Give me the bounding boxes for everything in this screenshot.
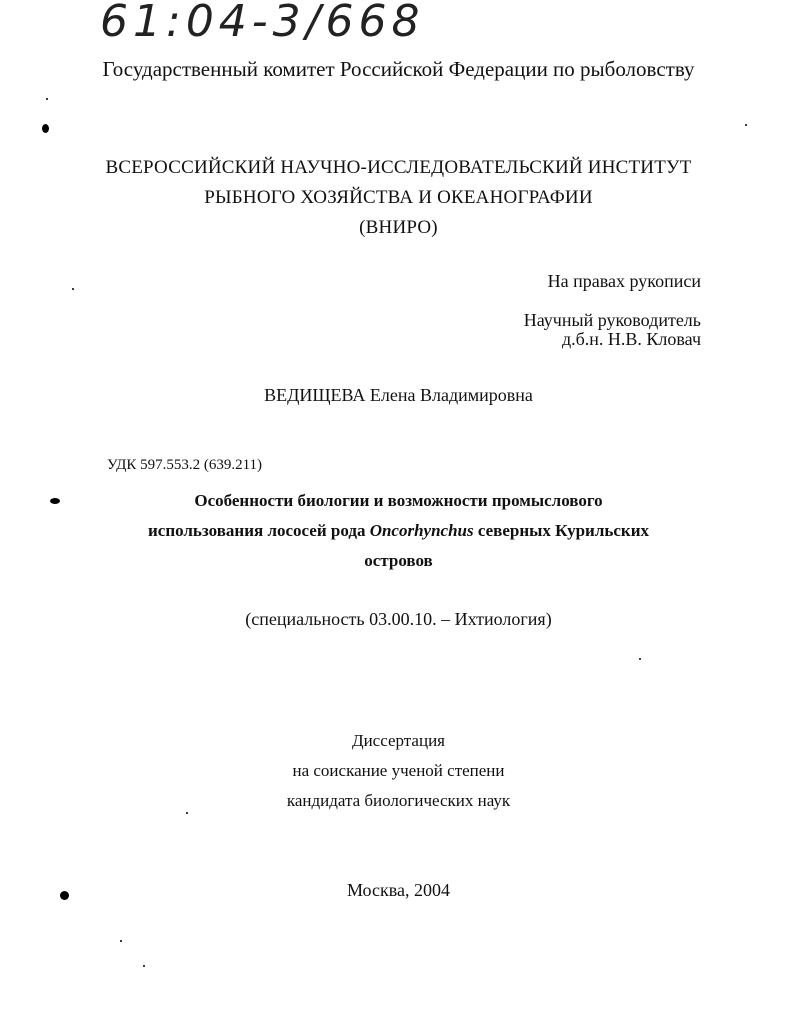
manuscript-rights: На правах рукописи: [547, 271, 701, 291]
thesis-title-line-2: [0, 521, 797, 541]
title-text-before-genus: использования лососей рода: [147, 521, 370, 540]
city-year: Москва, 2004: [347, 880, 450, 900]
committee-name: Государственный комитет Российской Федерации по рыболовству: [102, 57, 695, 81]
dissertation-line-1: Диссертация: [351, 731, 445, 750]
scan-speck: [72, 288, 74, 290]
dissertation-line-2: на соискание ученой степени: [292, 761, 505, 780]
dissertation-line-3: кандидата биологических наук: [286, 791, 511, 810]
scan-speck: [143, 965, 145, 967]
archive-stamp: 61:04-3/668: [100, 0, 425, 47]
udk-code: УДК 597.553.2 (639.211): [107, 457, 263, 473]
institute-line-1: ВСЕРОССИЙСКИЙ НАУЧНО-ИССЛЕДОВАТЕЛЬСКИЙ ИНСТИТУТ: [105, 157, 692, 178]
scan-speck: [42, 124, 49, 133]
scan-speck: [60, 891, 69, 900]
supervisor-name: д.б.н. Н.В. Кловач: [561, 329, 701, 349]
scan-speck: [745, 124, 747, 126]
author-name: ВЕДИЩЕВА Елена Владимировна: [264, 385, 533, 405]
title-text-after-genus: северных Курильских: [473, 521, 649, 540]
genus-name: Oncorhynchus: [369, 521, 474, 540]
scan-speck: [120, 940, 122, 942]
scan-speck: [186, 812, 188, 814]
scan-speck: [50, 498, 60, 504]
institute-abbreviation: (ВНИРО): [359, 217, 438, 238]
specialty: (специальность 03.00.10. – Ихтиология): [245, 609, 552, 629]
institute-line-2: РЫБНОГО ХОЗЯЙСТВА И ОКЕАНОГРАФИИ: [204, 187, 593, 208]
scan-speck: [639, 658, 641, 660]
thesis-title-line-3: островов: [364, 551, 433, 570]
supervisor-label: Научный руководитель: [523, 310, 701, 330]
scan-speck: [46, 98, 48, 100]
thesis-title-line-1: Особенности биологии и возможности промыслового: [194, 491, 603, 510]
